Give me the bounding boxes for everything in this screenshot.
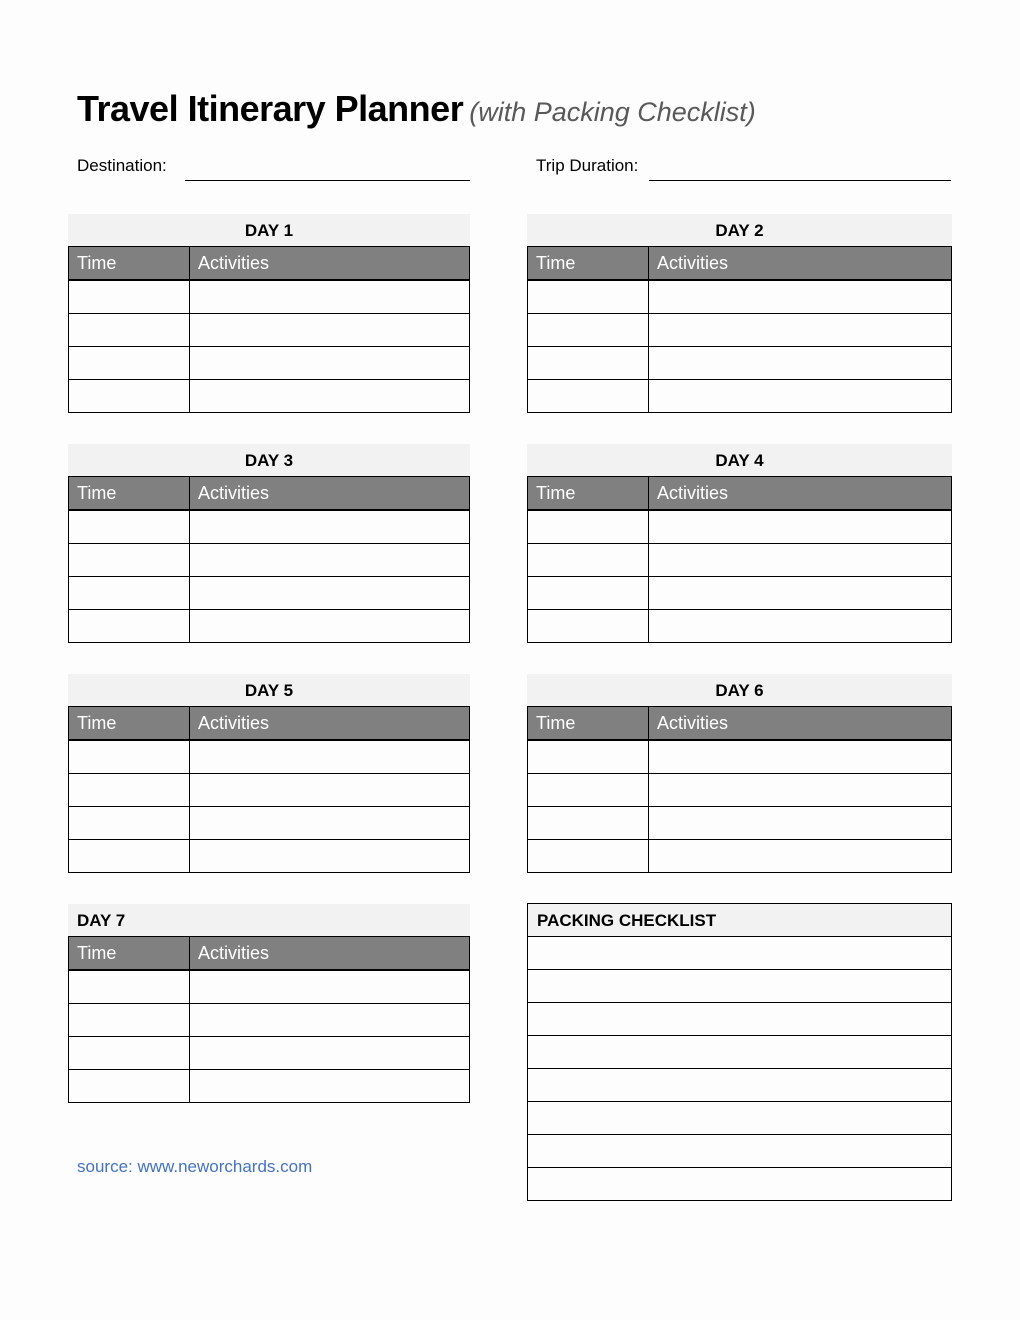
table-header <box>69 936 469 970</box>
table-row <box>528 510 951 543</box>
table-row <box>69 1036 469 1069</box>
packing-checklist <box>527 903 952 1201</box>
time-cell[interactable] <box>528 840 649 872</box>
table-row <box>528 576 951 609</box>
table-header <box>69 706 469 740</box>
time-header: Time <box>69 707 190 739</box>
packing-item-row[interactable] <box>528 937 951 970</box>
activities-cell[interactable] <box>649 577 951 609</box>
time-cell[interactable] <box>69 544 190 576</box>
packing-item-row[interactable] <box>528 1102 951 1135</box>
destination-field[interactable] <box>185 180 470 181</box>
activities-cell[interactable] <box>649 281 951 313</box>
table-header <box>528 706 951 740</box>
activities-cell[interactable] <box>190 347 469 379</box>
activities-cell[interactable] <box>190 807 469 839</box>
table-row <box>528 806 951 839</box>
activities-cell[interactable] <box>190 1037 469 1069</box>
time-header: Time <box>69 477 190 509</box>
day-table-6 <box>527 674 952 873</box>
time-cell[interactable] <box>69 840 190 872</box>
table-row <box>69 839 469 872</box>
activities-cell[interactable] <box>649 610 951 642</box>
time-cell[interactable] <box>69 807 190 839</box>
activities-cell[interactable] <box>190 741 469 773</box>
activities-header: Activities <box>657 713 729 733</box>
packing-item-row[interactable] <box>528 1168 951 1200</box>
time-cell[interactable] <box>69 380 190 412</box>
day-table-1 <box>68 214 470 413</box>
itinerary-table <box>68 476 470 643</box>
table-row <box>69 1069 469 1102</box>
activities-header: Activities <box>198 943 270 963</box>
title-subtitle: (with Packing Checklist) <box>469 97 756 127</box>
table-row <box>528 543 951 576</box>
time-header: Time <box>69 247 190 279</box>
table-row <box>69 543 469 576</box>
time-header: Time <box>528 707 649 739</box>
trip-duration-label: Trip Duration: <box>536 156 639 175</box>
trip-duration-field[interactable] <box>649 180 951 181</box>
activities-cell[interactable] <box>190 281 469 313</box>
table-header <box>528 246 951 280</box>
time-cell[interactable] <box>69 1004 190 1036</box>
time-cell[interactable] <box>528 577 649 609</box>
time-cell[interactable] <box>528 347 649 379</box>
table-header <box>69 246 469 280</box>
activities-cell[interactable] <box>190 511 469 543</box>
time-cell[interactable] <box>528 544 649 576</box>
table-header <box>69 476 469 510</box>
time-header: Time <box>528 247 649 279</box>
packing-item-row[interactable] <box>528 1135 951 1168</box>
activities-cell[interactable] <box>649 807 951 839</box>
table-row <box>528 313 951 346</box>
day-title: DAY 3 <box>68 444 470 476</box>
activities-header: Activities <box>657 253 729 273</box>
time-header: Time <box>69 937 190 969</box>
day-title: DAY 1 <box>68 214 470 246</box>
time-cell[interactable] <box>528 774 649 806</box>
source-link[interactable]: source: www.neworchards.com <box>77 1157 313 1176</box>
day-title: DAY 2 <box>527 214 952 246</box>
table-header <box>528 476 951 510</box>
day-title: DAY 4 <box>527 444 952 476</box>
time-cell[interactable] <box>528 511 649 543</box>
day-table-2 <box>527 214 952 413</box>
activities-cell[interactable] <box>649 380 951 412</box>
time-cell[interactable] <box>69 347 190 379</box>
table-row <box>528 609 951 642</box>
activities-cell[interactable] <box>649 840 951 872</box>
activities-cell[interactable] <box>649 544 951 576</box>
itinerary-table <box>68 706 470 873</box>
table-row <box>69 313 469 346</box>
packing-item-row[interactable] <box>528 1003 951 1036</box>
table-row <box>528 280 951 313</box>
time-cell[interactable] <box>69 971 190 1003</box>
time-cell[interactable] <box>528 380 649 412</box>
table-row <box>69 280 469 313</box>
table-row <box>69 970 469 1003</box>
time-cell[interactable] <box>69 774 190 806</box>
packing-checklist-title: PACKING CHECKLIST <box>528 904 951 937</box>
itinerary-table <box>527 476 952 643</box>
time-cell[interactable] <box>69 610 190 642</box>
time-cell[interactable] <box>528 314 649 346</box>
time-cell[interactable] <box>69 1070 190 1102</box>
activities-cell[interactable] <box>649 741 951 773</box>
activities-cell[interactable] <box>649 314 951 346</box>
table-row <box>69 346 469 379</box>
activities-cell[interactable] <box>190 610 469 642</box>
activities-cell[interactable] <box>190 314 469 346</box>
table-row <box>69 773 469 806</box>
itinerary-table <box>68 936 470 1103</box>
itinerary-table <box>527 246 952 413</box>
table-row <box>528 740 951 773</box>
time-cell[interactable] <box>528 741 649 773</box>
activities-cell[interactable] <box>190 971 469 1003</box>
activities-cell[interactable] <box>190 577 469 609</box>
destination-label: Destination: <box>77 156 167 175</box>
activities-cell[interactable] <box>190 840 469 872</box>
activities-cell[interactable] <box>190 1070 469 1102</box>
page-title <box>77 88 756 130</box>
activities-cell[interactable] <box>190 1004 469 1036</box>
itinerary-table <box>68 246 470 413</box>
activities-header: Activities <box>198 253 270 273</box>
day-title: DAY 6 <box>527 674 952 706</box>
time-cell[interactable] <box>528 281 649 313</box>
day-table-5 <box>68 674 470 873</box>
table-row <box>528 346 951 379</box>
time-cell[interactable] <box>69 281 190 313</box>
table-row <box>69 510 469 543</box>
day-table-3 <box>68 444 470 643</box>
activities-cell[interactable] <box>649 347 951 379</box>
table-row <box>69 609 469 642</box>
time-header: Time <box>528 477 649 509</box>
activities-cell[interactable] <box>190 380 469 412</box>
time-cell[interactable] <box>528 807 649 839</box>
time-cell[interactable] <box>528 610 649 642</box>
time-cell[interactable] <box>69 741 190 773</box>
activities-header: Activities <box>198 713 270 733</box>
table-row <box>69 1003 469 1036</box>
table-row <box>69 576 469 609</box>
time-cell[interactable] <box>69 577 190 609</box>
table-row <box>528 839 951 872</box>
table-row <box>528 379 951 412</box>
table-row <box>69 379 469 412</box>
activities-cell[interactable] <box>190 544 469 576</box>
activities-cell[interactable] <box>649 511 951 543</box>
packing-item-row[interactable] <box>528 970 951 1003</box>
title-main: Travel Itinerary Planner <box>77 88 464 129</box>
packing-item-row[interactable] <box>528 1036 951 1069</box>
table-row <box>528 773 951 806</box>
activities-cell[interactable] <box>649 774 951 806</box>
day-title: DAY 5 <box>68 674 470 706</box>
itinerary-table <box>527 706 952 873</box>
packing-item-row[interactable] <box>528 1069 951 1102</box>
activities-header: Activities <box>657 483 729 503</box>
table-row <box>69 740 469 773</box>
day-table-7 <box>68 904 470 1103</box>
time-cell[interactable] <box>69 1037 190 1069</box>
day-title: DAY 7 <box>68 904 470 936</box>
time-cell[interactable] <box>69 511 190 543</box>
table-row <box>69 806 469 839</box>
day-table-4 <box>527 444 952 643</box>
activities-header: Activities <box>198 483 270 503</box>
time-cell[interactable] <box>69 314 190 346</box>
activities-cell[interactable] <box>190 774 469 806</box>
